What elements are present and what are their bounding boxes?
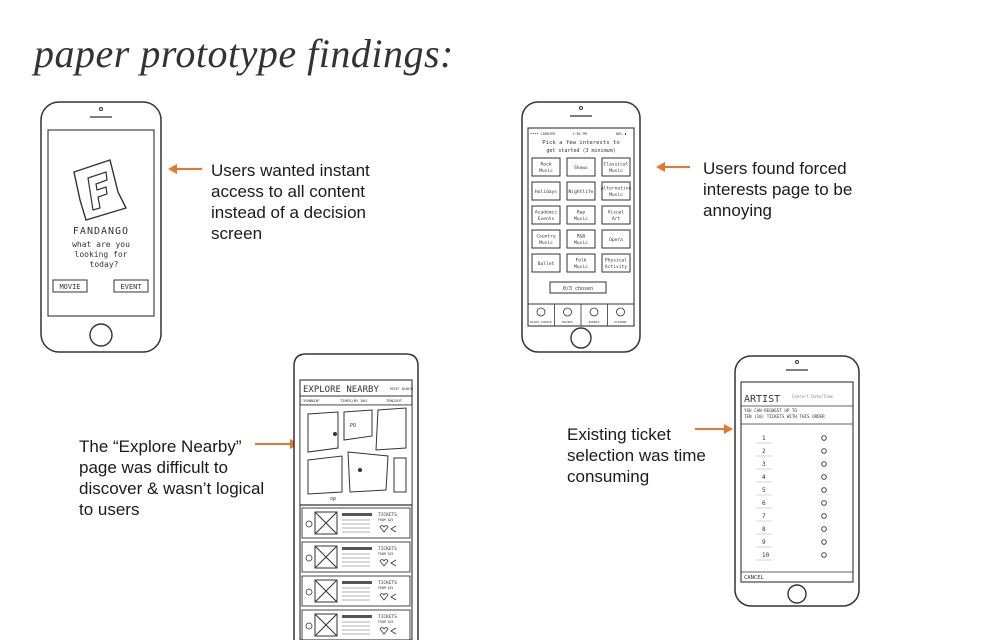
prompt-line: what are you: [72, 240, 130, 249]
tickets-price: FROM $25: [378, 586, 394, 590]
interest-label: Events: [537, 217, 555, 222]
right-arrow-icon: [695, 422, 733, 436]
map-label: PO: [350, 423, 357, 429]
movie-button-label: MOVIE: [59, 283, 81, 291]
left-arrow-icon: [168, 162, 204, 176]
ticket-quantity: 1: [762, 435, 766, 442]
ticket-quantity: 7: [762, 513, 766, 520]
ticket-limit-note: YOU CAN REQUEST UP TO: [744, 408, 797, 413]
interest-label: R&B: [576, 234, 586, 240]
reset-search-link[interactable]: RESET SEARCH: [390, 387, 414, 391]
tickets-price: FROM $25: [378, 552, 394, 556]
interest-label: Rock: [540, 162, 552, 168]
interests-heading: Pick a few interests to: [542, 140, 620, 146]
phone-sketch-fandango: [38, 100, 164, 354]
finding-text: Existing ticket selection was time consuming: [567, 425, 706, 486]
finding-text: The “Explore Nearby” page was difficult to discover & wasn’t logical to users: [79, 437, 265, 519]
cancel-button-label: CANCEL: [744, 575, 764, 581]
tab-label: RIGHT CHOICE: [530, 320, 552, 324]
filter-times[interactable]: TIMES/BY DAY: [340, 398, 368, 403]
ticket-quantity: 10: [762, 552, 770, 559]
interest-label: Country: [536, 234, 556, 240]
ticket-quantity: 3: [762, 461, 766, 468]
explore-header: EXPLORE NEARBY: [303, 385, 379, 395]
prompt-line: looking for: [74, 250, 128, 259]
interest-label: Nightlife: [568, 190, 594, 195]
interest-label: Ballet: [537, 262, 555, 267]
phone-sketch-interests: [520, 100, 642, 356]
finding-note-3: [79, 436, 279, 520]
phone-sketch-explore-nearby: [290, 352, 422, 640]
interest-label: Visual: [607, 210, 625, 216]
interest-label: Rap: [576, 210, 586, 216]
tab-label: MOVIES: [562, 320, 573, 324]
interest-label: Folk: [575, 258, 587, 264]
tickets-label: TICKETS: [378, 513, 397, 518]
finding-note-2: [703, 158, 883, 221]
map-view[interactable]: [300, 405, 412, 505]
interest-label: Music: [609, 193, 623, 198]
interest-label: Music: [609, 169, 623, 174]
interest-label: Classical: [603, 162, 629, 168]
ticket-quantity: 6: [762, 500, 766, 507]
status-carrier: •••• CARRIER: [530, 132, 556, 136]
tickets-price: FROM $25: [378, 620, 394, 624]
interest-label: Activity: [604, 265, 628, 270]
tickets-label: TICKETS: [378, 581, 397, 586]
artist-name: ARTIST: [744, 394, 781, 405]
filter-running[interactable]: "RUNNIN": [302, 398, 321, 403]
ticket-quantity: 4: [762, 474, 766, 481]
finding-note-1: [211, 160, 391, 244]
prompt-line: today?: [89, 260, 119, 269]
interests-heading: get started (3 minimum): [546, 148, 616, 154]
tickets-label: TICKETS: [378, 547, 397, 552]
ticket-quantity: 9: [762, 539, 766, 546]
ticket-quantity: 2: [762, 448, 766, 455]
interest-label: Shows: [574, 166, 588, 171]
interest-label: Academic: [534, 210, 558, 216]
finding-text: Users wanted instant access to all content instead of a decision screen: [211, 161, 370, 243]
interest-label: Music: [574, 241, 588, 246]
interest-label: Art: [611, 217, 621, 222]
ticket-quantity: 5: [762, 487, 766, 494]
interest-label: Opera: [609, 238, 623, 243]
interest-label: Music: [574, 265, 588, 270]
status-battery: 88% ▮: [616, 132, 627, 136]
phone-sketch-ticket-selection: [732, 354, 862, 610]
finding-text: Users found forced interests page to be annoying: [703, 159, 853, 220]
interest-label: Music: [539, 169, 553, 174]
event-button-label: EVENT: [120, 283, 142, 291]
tab-label: EVENTS: [588, 320, 600, 324]
artist-subtitle: Concert Date/Time: [792, 394, 833, 399]
ticket-limit-note: TEN (10) TICKETS WITH THIS ORDER: [744, 414, 825, 419]
interest-label: Physical: [604, 258, 628, 264]
left-arrow-icon: [656, 160, 692, 174]
filter-tonight[interactable]: TONIGHT: [386, 398, 403, 403]
page-title: paper prototype findings:: [34, 31, 454, 76]
map-label: op: [330, 496, 337, 502]
interest-label: Music: [574, 217, 588, 222]
tab-label: ACCOUNT: [614, 320, 627, 324]
chosen-counter-label: 0/3 chosen: [562, 286, 594, 292]
status-time: 1:30 PM: [572, 132, 587, 136]
brand-name: FANDANGO: [72, 226, 130, 237]
ticket-quantity: 8: [762, 526, 766, 533]
tickets-price: FROM $25: [378, 518, 394, 522]
interest-label: Holidays: [534, 190, 558, 195]
interest-label: Alternative: [600, 186, 632, 192]
interest-label: Music: [539, 241, 553, 246]
tickets-label: TICKETS: [378, 615, 397, 620]
